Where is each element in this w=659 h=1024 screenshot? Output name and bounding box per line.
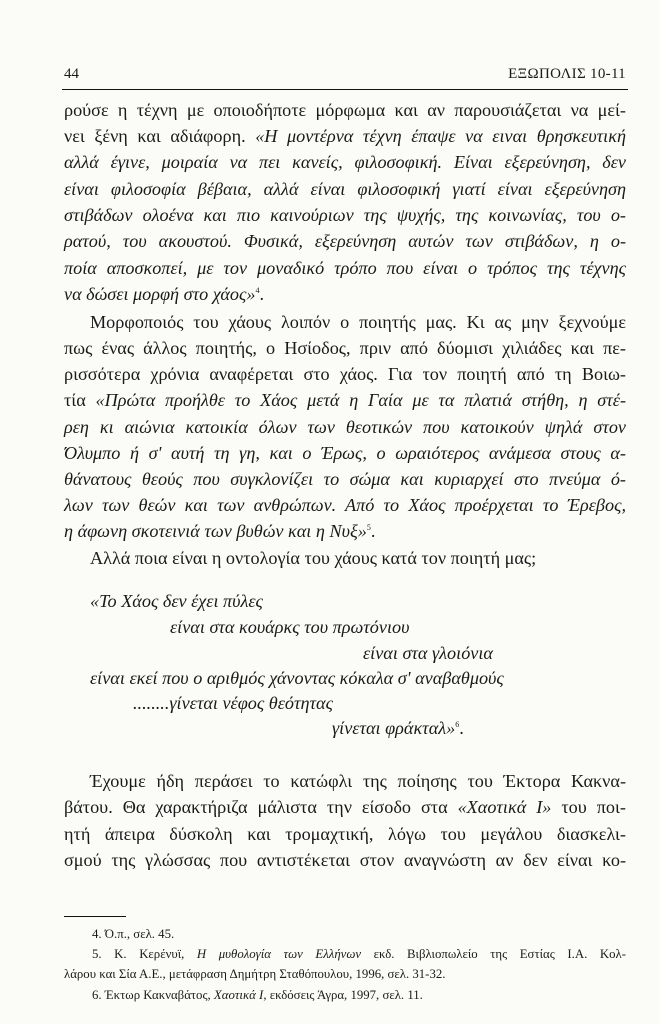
footnote: 6. Έκτωρ Κακναβάτος, Χαοτικά Ι, εκδόσεις Άγρα, 1997, σελ. 11.	[92, 988, 423, 1002]
text-line: ρατού, του ακουστού. Φυσικά, εξερεύνηση αυτών των στιβάδων, η ο-	[64, 231, 626, 251]
text-line: αλλά έγινε, μοιραία να πει κανείς, φιλοσοφική. Είναι εξερεύνηση, δεν	[64, 152, 626, 172]
running-head: ΕΞΩΠΟΛΙΣ 10-11	[508, 66, 626, 82]
footnote: λάρου και Σία Α.Ε., μετάφραση Δημήτρη Σταθόπουλου, 1996, σελ. 31-32.	[64, 967, 446, 981]
poem-line: «Το Χάος δεν έχει πύλες	[90, 591, 263, 611]
footnote-rule	[64, 916, 126, 917]
poem-line: γίνεται φράκταλ»$^6$.	[332, 718, 464, 738]
text-line: λων των θεών και των ανθρώπων. Από το Χάος προέρχεται το Έρεβος,	[64, 495, 626, 515]
poem-line: είναι στα γλοιόνια	[363, 643, 493, 663]
text-line: ρούσε η τέχνη με οποιοδήποτε μόρφωμα και αν παρουσιάζεται να μεί-	[64, 100, 626, 120]
footnote: 4. Ό.π., σελ. 45.	[92, 927, 175, 941]
footnote-ref: 5	[366, 523, 371, 532]
text-line: Μορφοποιός του χάους λοιπόν ο ποιητής μας. Κι ας μην ξεχνούμε	[90, 312, 626, 332]
text-line: σμού της γλώσσας που αντιστέκεται στον αναγνώστη αν δεν είναι κο-	[64, 850, 626, 870]
page-header	[64, 66, 626, 88]
text-line: Όλυμπο ή σ' αυτή τη γη, και ο Έρως, ο ωραιότερος ανάμεσα στους α-	[64, 443, 626, 463]
text-line: ποία αποσκοπεί, με τον μοναδικό τρόπο που είναι ο τρόπος της τέχνης	[64, 258, 626, 278]
text-line: ητή άπειρα δύσκολη και τρομαχτική, λόγω του μεγάλου διασκελι-	[64, 824, 626, 844]
text-line: να δώσει μορφή στο χάος»$^4$.	[64, 284, 265, 304]
text-line: τία «Πρώτα προήλθε το Χάος μετά η Γαία με τα πλατιά στήθη, η στέ-	[64, 390, 627, 410]
text-line: θάνατους θεούς που συγκλονίζει το σώμα και κυριαρχεί στο πνεύμα ό-	[64, 469, 626, 489]
poem-line: είναι εκεί που ο αριθμός χάνοντας κόκαλα σ' αναβαθμούς	[90, 668, 504, 688]
text-line: Έχουμε ήδη περάσει το κατώφλι της ποίησης του Έκτορα Κακνα-	[90, 771, 626, 791]
header-rule	[62, 89, 628, 90]
text-line: βάτου. Θα χαρακτήριζα μάλιστα την είσοδο στα «Χαοτικά Ι» του ποι-	[64, 797, 626, 817]
text-line: είναι φιλοσοφία βέβαια, αλλά είναι φιλοσοφική γιατί είναι εξερεύνηση	[64, 179, 626, 199]
text-line: ρισσότερα χρόνια αναφέρεται στο χάος. Για τον ποιητή από τη Βοιω-	[64, 364, 626, 384]
footnote-ref: 4	[255, 286, 260, 295]
footnote: 5. Κ. Κερένυϊ, Η μυθολογία των Ελλήνων εκδ. Βιβλιοπωλείο της Εστίας Ι.Α. Κολ-	[92, 947, 626, 961]
text-line: ρεη κι αιώνια κατοικία όλων των θεοτικών που κατοικούν ψηλά στον	[64, 417, 626, 437]
text-line: πως ένας άλλος ποιητής, ο Ησίοδος, πριν από δύομισι χιλιάδες και πε-	[64, 338, 626, 358]
page-number: 44	[64, 66, 79, 82]
text-line: στιβάδων ολοένα και πιο καινούριων της ψυχής, της κοινωνίας, του ο-	[64, 205, 626, 225]
text-line: νει ξένη και αδιάφορη. «Η μοντέρνα τέχνη έπαψε να ειναι θρησκευτική	[64, 126, 626, 146]
text-line: Αλλά ποια είναι η οντολογία του χάους κατά τον ποιητή μας;	[90, 548, 537, 568]
text-line: η άφωνη σκοτεινιά των βυθών και η Νυξ»$^5$.	[64, 521, 376, 541]
poem-line: ........γίνεται νέφος θεότητας	[133, 693, 333, 713]
poem-line: είναι στα κουάρκς του πρωτόνιου	[170, 617, 410, 637]
footnote-ref: 6	[455, 720, 460, 729]
